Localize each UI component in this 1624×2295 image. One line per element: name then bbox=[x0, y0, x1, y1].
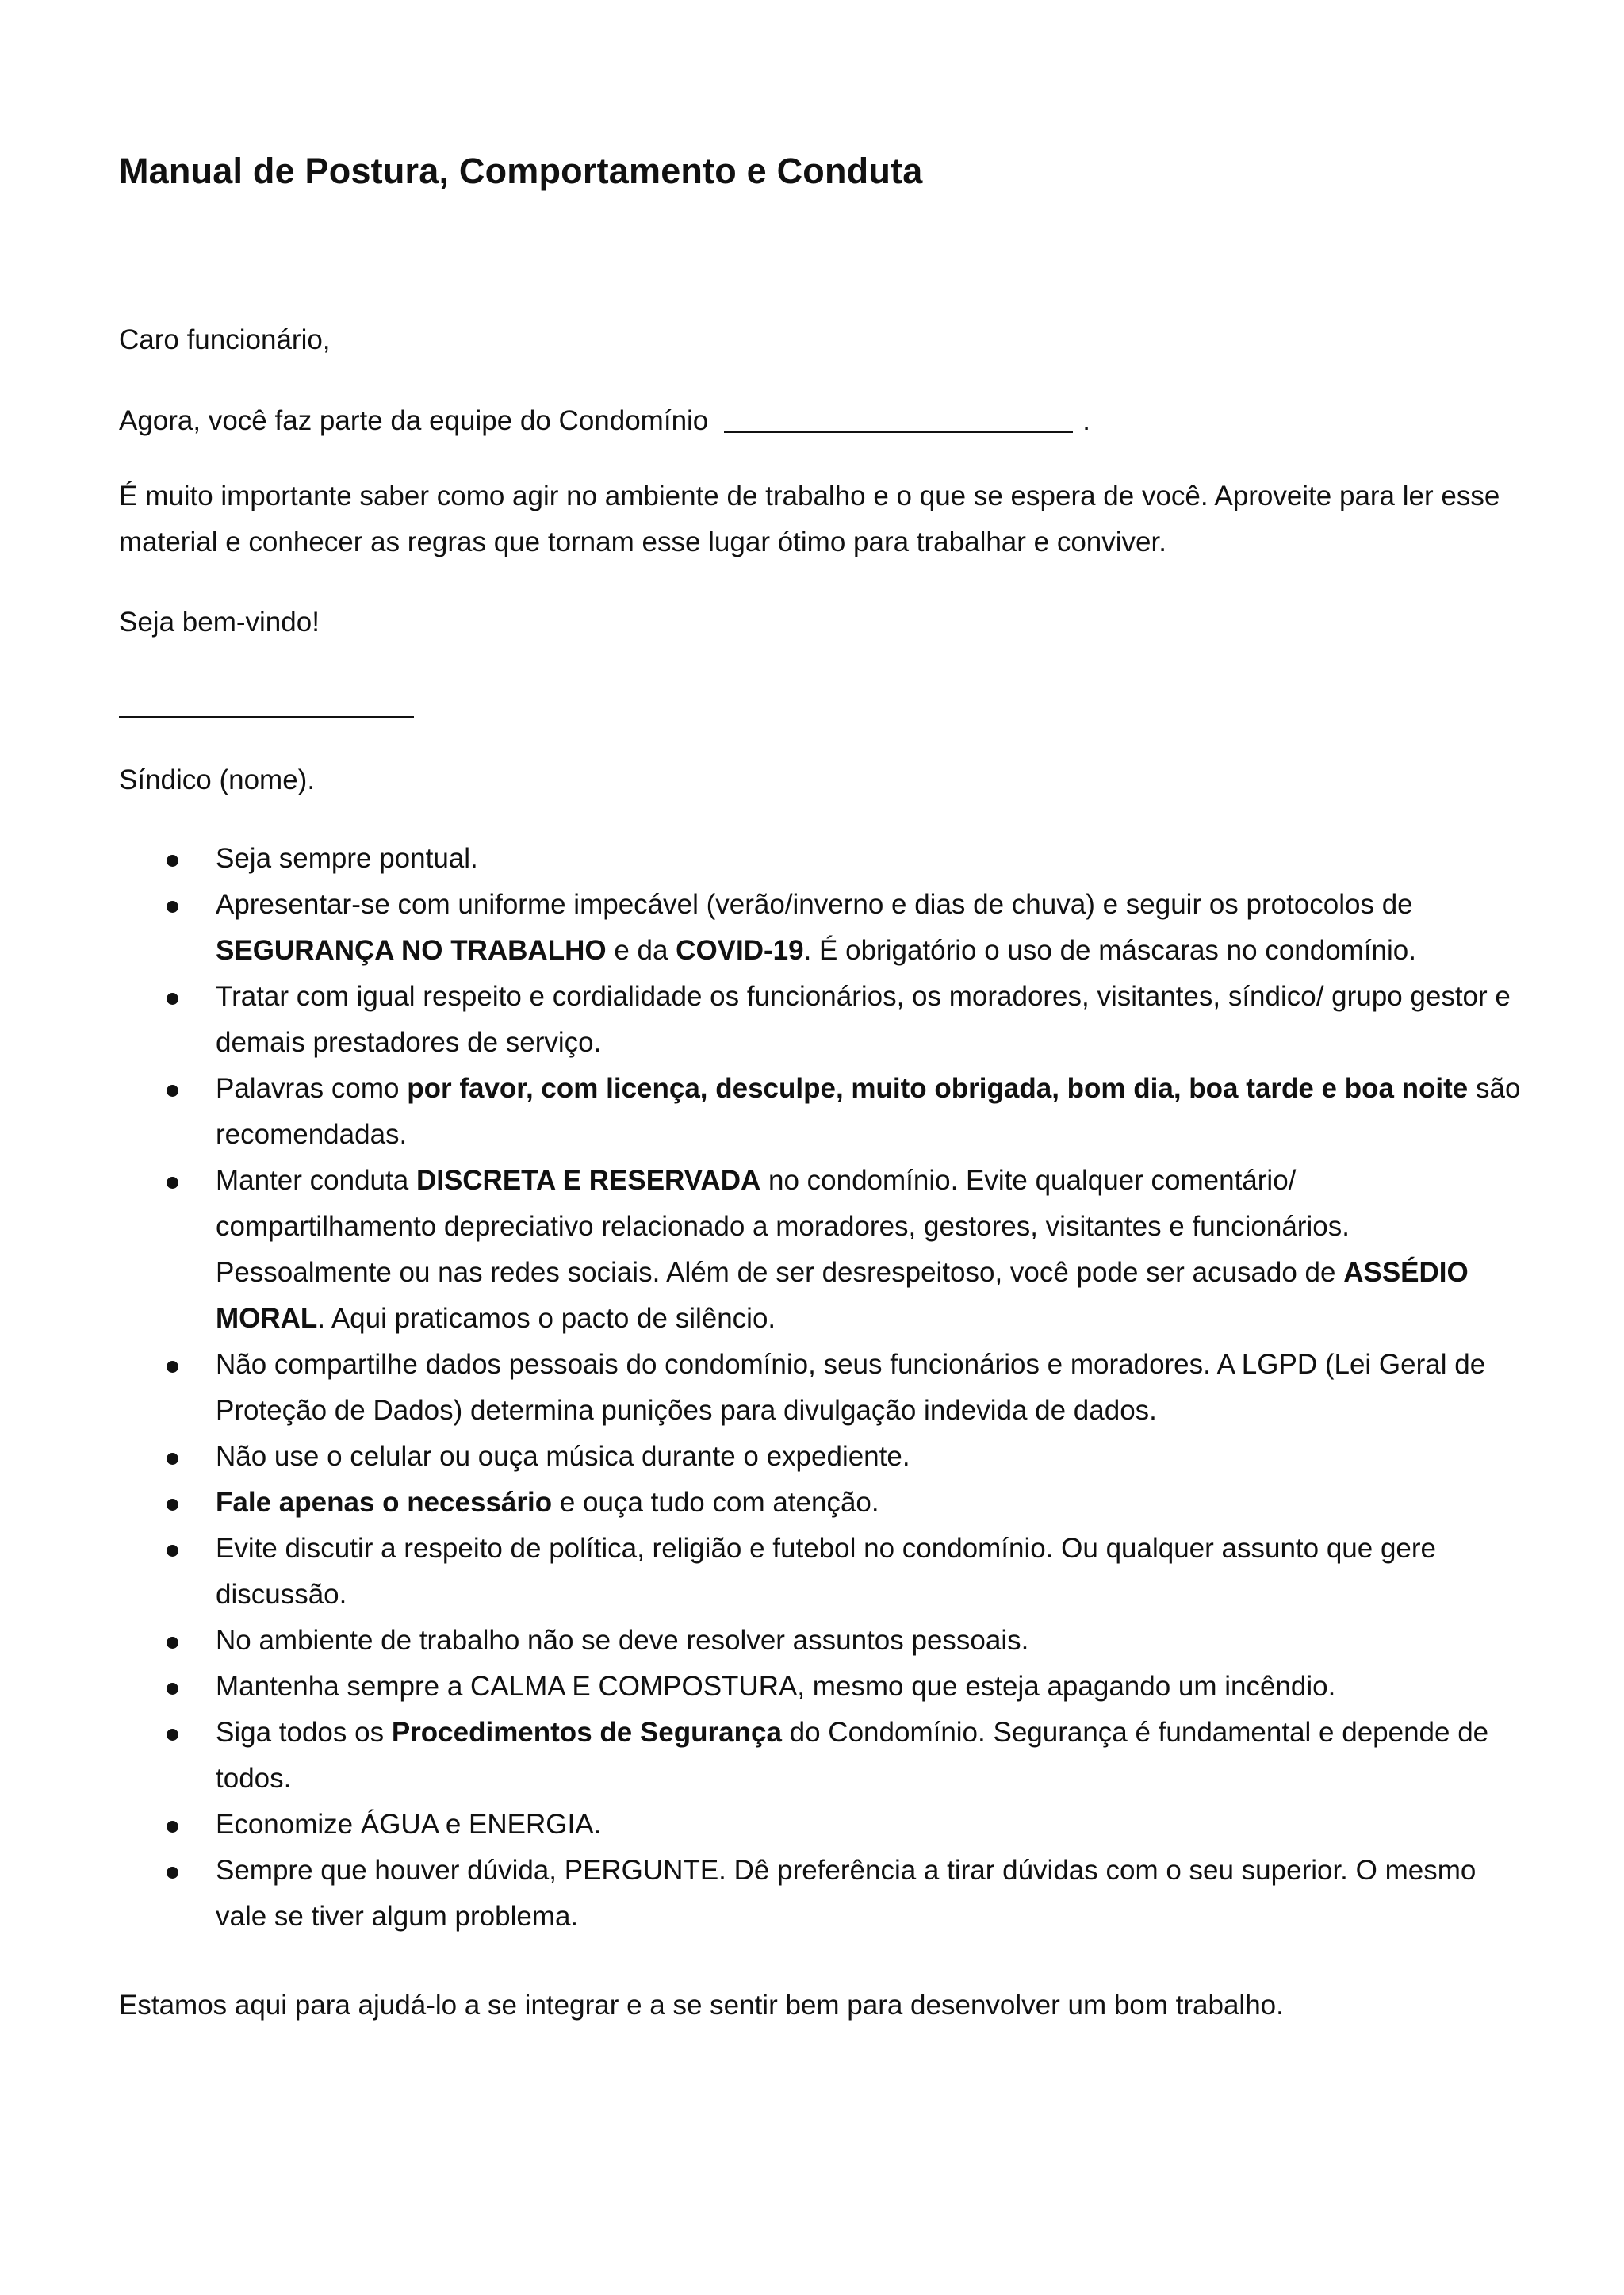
rule-text: Seja sempre pontual. bbox=[216, 843, 478, 874]
salutation: Caro funcionário, bbox=[119, 324, 331, 355]
bullet-icon bbox=[167, 901, 178, 913]
list-item bbox=[119, 1802, 1522, 1848]
signature-label: Síndico (nome). bbox=[119, 764, 316, 795]
list-item bbox=[119, 836, 1522, 882]
bullet-icon bbox=[167, 1683, 178, 1695]
signature-line bbox=[119, 716, 414, 718]
bullet-icon bbox=[167, 1361, 178, 1373]
rule-text: Mantenha sempre a CALMA E COMPOSTURA, mesmo que esteja apagando um incêndio. bbox=[216, 1671, 1336, 1702]
list-item bbox=[119, 1848, 1522, 1940]
bullet-icon bbox=[167, 1085, 178, 1097]
rule-text: e da bbox=[606, 935, 676, 966]
rule-text: Tratar com igual respeito e cordialidade os funcionários, os moradores, visitantes, síndico/ grupo gestor e demais prestadores de serviço. bbox=[216, 981, 1511, 1058]
rule-text: Sempre que houver dúvida, PERGUNTE. Dê preferência a tirar dúvidas com o seu superior. O mesmo vale se tiver algum problema. bbox=[216, 1855, 1477, 1932]
rule-emphasis: por favor, com licença, desculpe, muito obrigada, bom dia, boa tarde e boa noite bbox=[407, 1073, 1469, 1104]
rule-text: Não compartilhe dados pessoais do condomínio, seus funcionários e moradores. A LGPD (Lei Geral de Proteção de Dados) determina punições para divulgação indevida de dados. bbox=[216, 1349, 1486, 1426]
rule-text: e ouça tudo com atenção. bbox=[552, 1487, 879, 1518]
list-item bbox=[119, 1066, 1522, 1158]
rule-emphasis: Fale apenas o necessário bbox=[216, 1487, 553, 1518]
rule-text: no condomínio. Evite qualquer comentário/ compartilhamento depreciativo relacionado a moradores, gestores, visitantes e funcionários. Pessoalmente ou nas redes sociais. Além de ser desrespeitoso, você pode ser acusado de bbox=[216, 1165, 1350, 1288]
bullet-icon bbox=[167, 993, 178, 1005]
rule-text: No ambiente de trabalho não se deve resolver assuntos pessoais. bbox=[216, 1625, 1029, 1656]
bullet-icon bbox=[167, 1453, 178, 1465]
intro-period: . bbox=[1082, 405, 1091, 436]
list-item bbox=[119, 1158, 1522, 1342]
rule-emphasis: SEGURANÇA NO TRABALHO bbox=[216, 935, 607, 966]
intro-paragraph: É muito importante saber como agir no ambiente de trabalho e o que se espera de você. Aproveite para ler esse material e conhecer as regras que tornam esse lugar ótimo para trabalhar e conviver. bbox=[119, 481, 1500, 557]
rule-text: Manter conduta bbox=[216, 1165, 416, 1196]
rule-text: do Condomínio. Segurança é fundamental e depende de todos. bbox=[216, 1717, 1489, 1794]
bullet-icon bbox=[167, 855, 178, 867]
rule-text: Economize ÁGUA e ENERGIA. bbox=[216, 1809, 602, 1840]
rules-list bbox=[119, 836, 1522, 1940]
rule-emphasis: ASSÉDIO MORAL bbox=[216, 1257, 1469, 1334]
bullet-icon bbox=[167, 1637, 178, 1649]
list-item bbox=[119, 882, 1522, 974]
list-item bbox=[119, 1710, 1522, 1802]
rule-text: . É obrigatório o uso de máscaras no condomínio. bbox=[803, 935, 1416, 966]
rule-text: Siga todos os bbox=[216, 1717, 392, 1748]
document-title: Manual de Postura, Comportamento e Conduta bbox=[119, 151, 923, 191]
bullet-icon bbox=[167, 1545, 178, 1557]
rule-emphasis: Procedimentos de Segurança bbox=[391, 1717, 782, 1748]
bullet-icon bbox=[167, 1499, 178, 1511]
intro-line bbox=[119, 397, 1522, 444]
rule-text: Apresentar-se com uniforme impecável (verão/inverno e dias de chuva) e seguir os protocolos de bbox=[216, 889, 1413, 920]
intro-text: Agora, você faz parte da equipe do Condomínio bbox=[119, 405, 709, 436]
list-item bbox=[119, 1480, 1522, 1526]
rule-text: . Aqui praticamos o pacto de silêncio. bbox=[317, 1303, 776, 1334]
closing-text: Estamos aqui para ajudá-lo a se integrar e a se sentir bem para desenvolver um bom trabalho. bbox=[119, 1990, 1284, 2021]
list-item bbox=[119, 1664, 1522, 1710]
list-item bbox=[119, 1526, 1522, 1618]
list-item bbox=[119, 974, 1522, 1066]
list-item bbox=[119, 1618, 1522, 1664]
bullet-icon bbox=[167, 1867, 178, 1879]
bullet-icon bbox=[167, 1177, 178, 1189]
bullet-icon bbox=[167, 1729, 178, 1741]
rule-emphasis: COVID-19 bbox=[676, 935, 804, 966]
rule-text: Palavras como bbox=[216, 1073, 408, 1104]
welcome-text: Seja bem-vindo! bbox=[119, 607, 320, 638]
condominium-name-blank bbox=[724, 400, 1073, 433]
bullet-icon bbox=[167, 1821, 178, 1833]
rule-text: Não use o celular ou ouça música durante o expediente. bbox=[216, 1441, 910, 1472]
rule-text: Evite discutir a respeito de política, religião e futebol no condomínio. Ou qualquer assunto que gere discussão. bbox=[216, 1533, 1437, 1610]
list-item bbox=[119, 1342, 1522, 1434]
list-item bbox=[119, 1434, 1522, 1480]
rule-text: são recomendadas. bbox=[216, 1073, 1521, 1150]
rule-emphasis: DISCRETA E RESERVADA bbox=[416, 1165, 761, 1196]
